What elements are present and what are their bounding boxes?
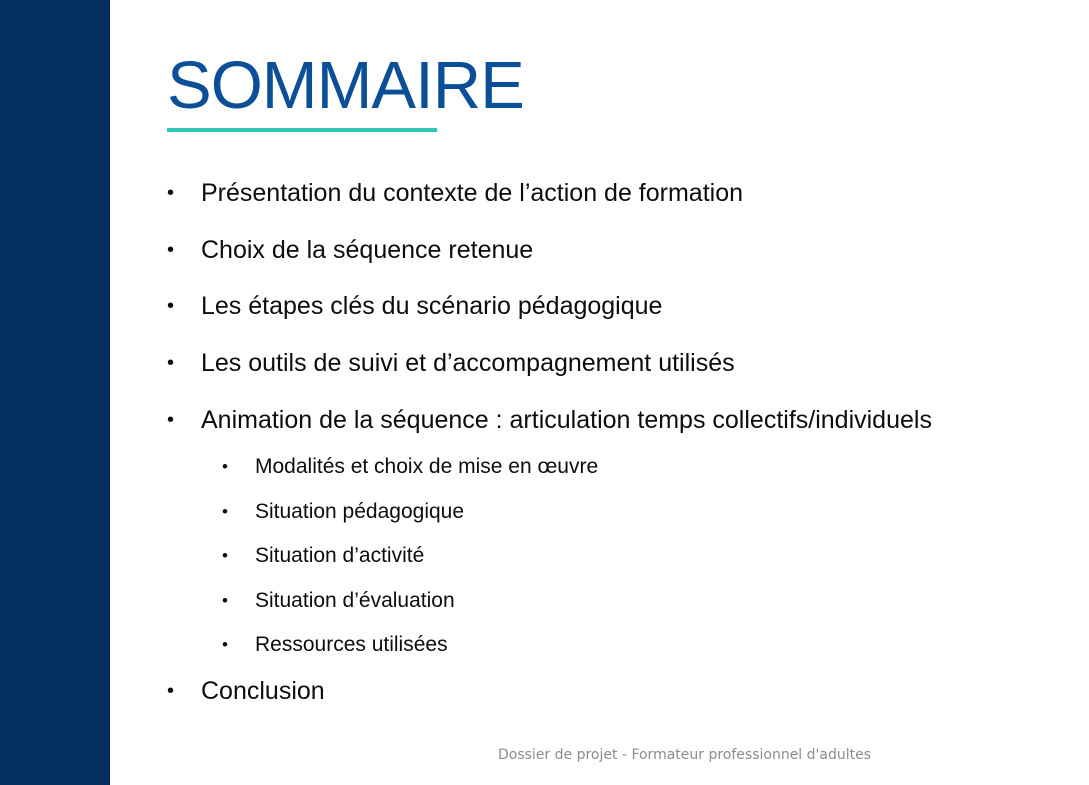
bullet-icon: • (222, 502, 228, 521)
toc-item-tracking-tools (167, 348, 735, 378)
toc-subitem-pedagogical-situation (222, 499, 464, 525)
slide-footer: Dossier de projet - Formateur professionnel d'adultes (498, 747, 872, 763)
bullet-icon: • (167, 239, 175, 261)
bullet-icon: • (222, 635, 228, 654)
slide-title: SOMMAIRE (167, 48, 524, 123)
toc-subitem-label: Situation d’activité (255, 544, 425, 567)
toc-item-conclusion (167, 676, 325, 706)
bullet-icon: • (167, 352, 175, 374)
bullet-icon: • (167, 182, 175, 204)
toc-subitem-label: Situation d’évaluation (255, 589, 455, 612)
toc-subitem-modalities (222, 454, 598, 480)
toc-item-context (167, 178, 743, 208)
toc-item-label: Les outils de suivi et d’accompagnement utilisés (201, 349, 735, 377)
bullet-icon: • (222, 591, 228, 610)
left-color-band (0, 0, 110, 785)
toc-subitem-resources (222, 632, 448, 658)
toc-item-animation (167, 405, 932, 435)
bullet-icon: • (167, 680, 175, 702)
toc-subitem-label: Modalités et choix de mise en œuvre (255, 455, 599, 478)
bullet-icon: • (167, 409, 175, 431)
toc-item-label: Animation de la séquence : articulation temps collectifs/individuels (201, 406, 932, 434)
title-underline (167, 128, 437, 132)
toc-item-sequence-choice (167, 235, 533, 265)
bullet-icon: • (222, 457, 228, 476)
bullet-icon: • (167, 295, 175, 317)
toc-subitem-evaluation-situation (222, 588, 455, 614)
toc-subitem-activity-situation (222, 543, 424, 569)
toc-subitem-label: Ressources utilisées (255, 633, 448, 656)
toc-item-label: Conclusion (201, 677, 325, 705)
toc-item-label: Les étapes clés du scénario pédagogique (201, 292, 663, 320)
bullet-icon: • (222, 546, 228, 565)
toc-item-label: Choix de la séquence retenue (201, 236, 534, 264)
toc-item-label: Présentation du contexte de l’action de formation (201, 179, 744, 207)
toc-item-key-steps (167, 291, 662, 321)
toc-subitem-label: Situation pédagogique (255, 500, 465, 523)
